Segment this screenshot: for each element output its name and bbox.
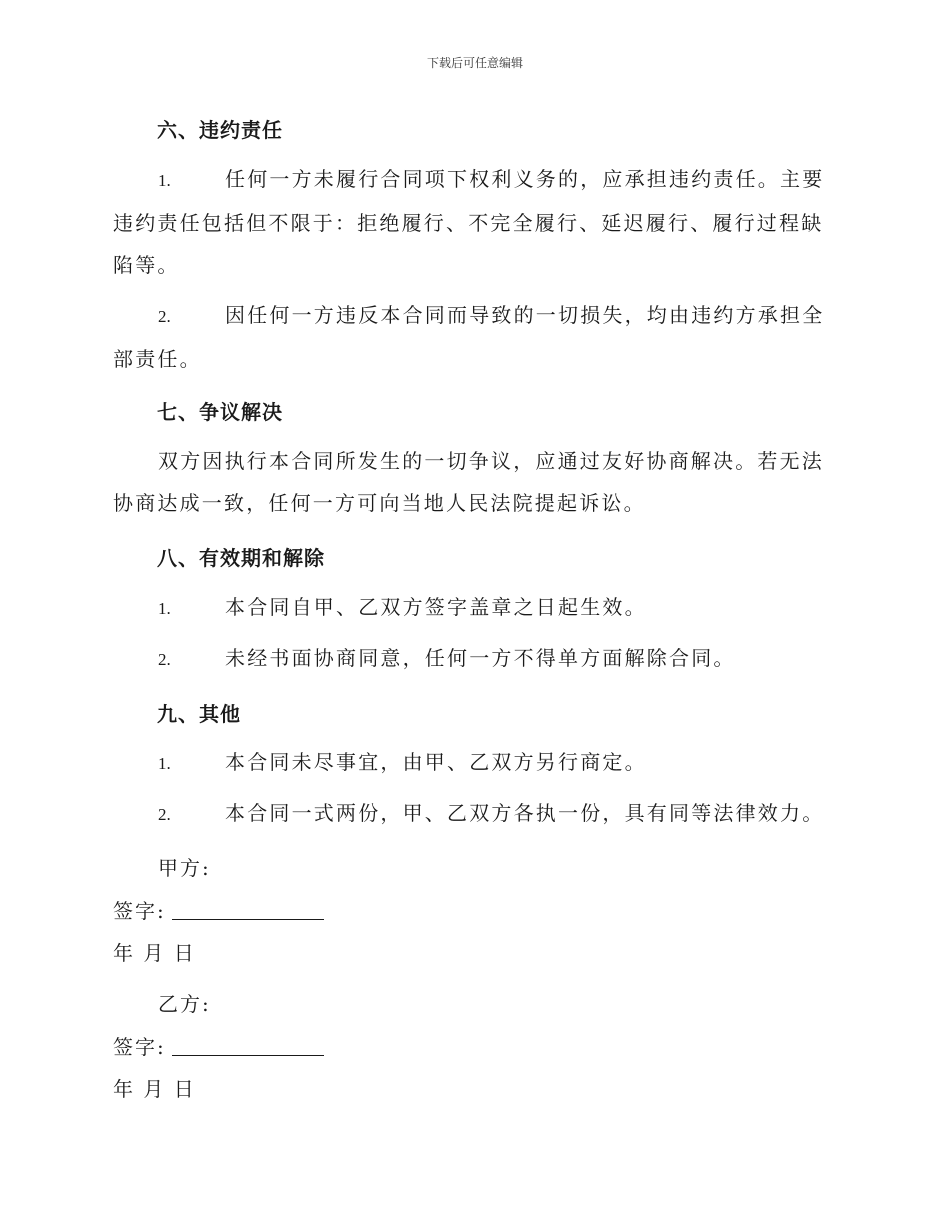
item-number: 2. bbox=[158, 650, 171, 669]
item-text: 本合同自甲、乙双方签字盖章之日起生效。 bbox=[225, 595, 647, 619]
party-b-signature-row bbox=[113, 1031, 324, 1060]
item-number: 1. bbox=[158, 171, 171, 190]
section-6-item-1 bbox=[113, 158, 833, 286]
page-header: 下载后可任意编辑 bbox=[426, 56, 523, 70]
item-text: 因任何一方违反本合同而导致的一切损失，均由违约方承担全部责任。 bbox=[113, 303, 825, 371]
section-9-item-1 bbox=[113, 741, 833, 785]
item-number: 1. bbox=[158, 599, 171, 618]
section-6-heading: 六、违约责任 bbox=[157, 118, 283, 142]
section-7-paragraph: 双方因执行本合同所发生的一切争议，应通过友好协商解决。若无法协商达成一致，任何一方可向当地人民法院提起诉讼。 bbox=[113, 449, 824, 515]
signature-label: 签字: bbox=[113, 1035, 166, 1059]
signature-line bbox=[172, 918, 324, 920]
item-text: 未经书面协商同意，任何一方不得单方面解除合同。 bbox=[225, 646, 736, 670]
party-a-date: 年 月 日 bbox=[113, 941, 196, 965]
item-number: 2. bbox=[158, 307, 171, 326]
section-7-heading: 七、争议解决 bbox=[157, 400, 283, 424]
party-a-signature-row bbox=[113, 895, 324, 924]
item-number: 1. bbox=[158, 754, 171, 773]
signature-label: 签字: bbox=[113, 899, 166, 923]
signature-line bbox=[172, 1054, 324, 1056]
party-a-label: 甲方: bbox=[158, 856, 211, 880]
section-6-item-2 bbox=[113, 294, 833, 380]
section-8-heading: 八、有效期和解除 bbox=[157, 546, 325, 570]
item-text: 任何一方未履行合同项下权利义务的，应承担违约责任。主要违约责任包括但不限于：拒绝履行、不完全履行、延迟履行、履行过程缺陷等。 bbox=[113, 167, 825, 277]
section-9-item-2 bbox=[113, 792, 833, 836]
section-9-heading: 九、其他 bbox=[157, 702, 241, 726]
section-8-item-2 bbox=[113, 637, 833, 681]
item-text: 本合同一式两份，甲、乙双方各执一份，具有同等法律效力。 bbox=[225, 801, 825, 825]
section-8-item-1 bbox=[113, 586, 833, 630]
party-b-date: 年 月 日 bbox=[113, 1077, 196, 1101]
item-text: 本合同未尽事宜，由甲、乙双方另行商定。 bbox=[225, 750, 647, 774]
item-number: 2. bbox=[158, 805, 171, 824]
party-b-label: 乙方: bbox=[158, 992, 211, 1016]
